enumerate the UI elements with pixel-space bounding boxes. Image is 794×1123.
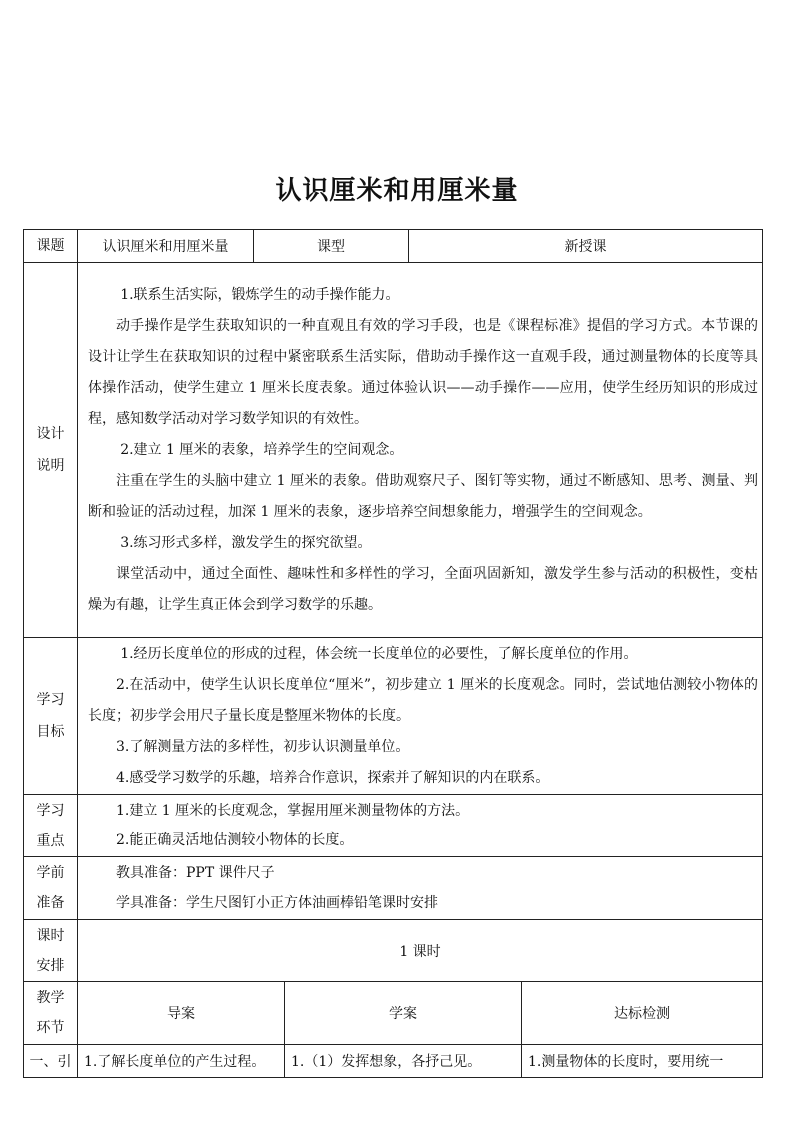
prep-label-text: 学前 准备 — [36, 865, 65, 911]
type-label: 课型 — [254, 230, 409, 263]
schedule-row — [24, 920, 763, 982]
goal-1: 1.经历长度单位的形成的过程，体会统一长度单位的必要性，了解长度单位的作用。 — [120, 645, 638, 662]
focus-label-text: 学习 重点 — [36, 802, 65, 849]
teaching-row — [24, 1045, 763, 1078]
design-paragraph-3: 课堂活动中，通过全面性、趣味性和多样性的学习，全面巩固新知，激发学生参与活动的积极性，变枯燥为有趣，让学生真正体会到学习数学的乐趣。 — [88, 565, 758, 613]
teaching-label — [24, 982, 78, 1045]
schedule-label — [24, 920, 78, 982]
prep-label — [24, 857, 78, 920]
header-row — [24, 230, 763, 263]
prep-content — [78, 857, 763, 920]
goal-2: 2.在活动中，使学生认识长度单位“厘米”，初步建立 1 厘米的长度观念。同时，尝试地估测较小物体的长度；初步学会用尺子量长度是整厘米物体的长度。 — [88, 676, 758, 724]
goals-label-text: 学习 目标 — [36, 692, 65, 740]
teaching-label-text: 教学 环节 — [36, 990, 65, 1036]
check-cell: 1.测量物体的长度时，要用统一 — [522, 1045, 763, 1078]
type-value: 新授课 — [409, 230, 763, 263]
topic-value: 认识厘米和用厘米量 — [78, 230, 254, 263]
focus-content — [78, 795, 763, 857]
goal-3: 3.了解测量方法的多样性，初步认识测量单位。 — [116, 738, 410, 755]
col-guide-header: 导案 — [78, 982, 285, 1045]
col-study-header: 学案 — [285, 982, 522, 1045]
focus-row — [24, 795, 763, 857]
topic-label: 课题 — [24, 230, 78, 263]
design-row — [24, 263, 763, 638]
design-point-1: 1.联系生活实际，锻炼学生的动手操作能力。 — [120, 286, 400, 303]
prep-row — [24, 857, 763, 920]
document-title: 认识厘米和用厘米量 — [275, 176, 519, 206]
design-point-2: 2.建立 1 厘米的表象，培养学生的空间观念。 — [120, 441, 404, 458]
design-label-text: 设计 说明 — [36, 426, 65, 474]
design-content — [78, 263, 763, 638]
col-check-header: 达标检测 — [522, 982, 763, 1045]
prep-student: 学具准备：学生尺图钉小正方体油画棒铅笔课时安排 — [116, 895, 438, 911]
goals-content — [78, 638, 763, 795]
stage-cell: 一、引 — [24, 1045, 78, 1078]
goals-row — [24, 638, 763, 795]
guide-cell: 1.了解长度单位的产生过程。 — [78, 1045, 285, 1078]
study-cell: 1.（1）发挥想象，各抒己见。 — [285, 1045, 522, 1078]
goals-label — [24, 638, 78, 795]
design-paragraph-1: 动手操作是学生获取知识的一种直观且有效的学习手段，也是《课程标准》提倡的学习方式。本节课的设计让学生在获取知识的过程中紧密联系生活实际，借助动手操作这一直观手段，通过测量物体的长度等具体操作活动，使学生建立 1 厘米长度表象。通过体验认识——动手操作——应用，使学生经历知识的形成过程，感知数学活动对学习数学知识的有效性。 — [88, 317, 758, 427]
lesson-plan-table — [23, 229, 763, 1078]
design-label — [24, 263, 78, 638]
focus-1: 1.建立 1 厘米的长度观念，掌握用厘米测量物体的方法。 — [116, 802, 470, 819]
design-point-3: 3.练习形式多样，激发学生的探究欲望。 — [120, 534, 372, 551]
prep-teacher: 教具准备：PPT 课件尺子 — [116, 865, 275, 881]
schedule-value: 1 课时 — [78, 920, 763, 982]
design-paragraph-2: 注重在学生的头脑中建立 1 厘米的表象。借助观察尺子、图钉等实物，通过不断感知、思考、测量、判断和验证的活动过程，加深 1 厘米的表象，逐步培养空间想象能力，增强学生的空间观念。 — [88, 472, 758, 520]
teaching-header-row — [24, 982, 763, 1045]
focus-2: 2.能正确灵活地估测较小物体的长度。 — [116, 831, 354, 848]
goal-4: 4.感受学习数学的乐趣，培养合作意识，探索并了解知识的内在联系。 — [116, 769, 550, 786]
focus-label — [24, 795, 78, 857]
schedule-label-text: 课时 安排 — [36, 927, 65, 974]
